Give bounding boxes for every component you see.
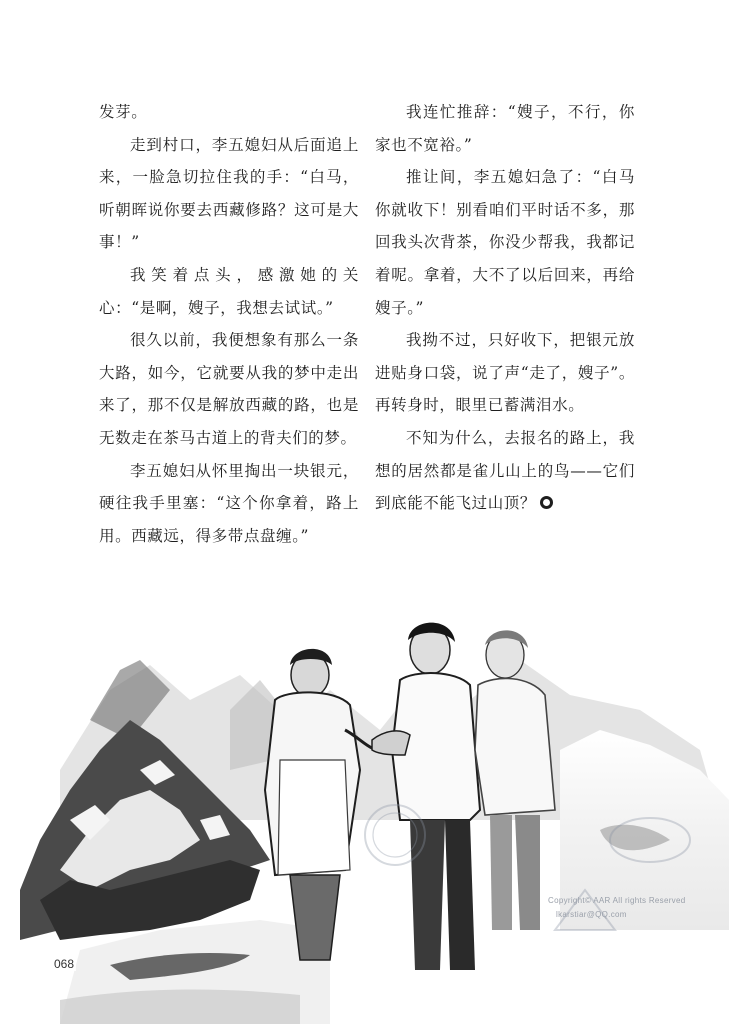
illustration-svg bbox=[0, 570, 729, 1024]
paragraph-text: 不知为什么，去报名的路上，我想的居然都是雀儿山上的鸟——它们到底能不能飞过山顶？ bbox=[375, 428, 635, 513]
paragraph: 很久以前，我便想象有那么一条大路，如今，它就要从我的梦中走出来了，那不仅是解放西藏的路，也是无数走在茶马古道上的背夫们的梦。 bbox=[99, 331, 359, 447]
paragraph: 我连忙推辞：“嫂子，不行，你家也不宽裕。” bbox=[375, 103, 635, 154]
paragraph bbox=[375, 422, 635, 520]
paragraph: 走到村口，李五媳妇从后面追上来，一脸急切拉住我的手：“白马，听朝晖说你要去西藏修路？这可是大事！” bbox=[99, 135, 359, 252]
paragraph: 我笑着点头，感激她的关心：“是啊，嫂子，我想去试试。” bbox=[99, 265, 359, 317]
right-text-column bbox=[375, 96, 635, 520]
ink-illustration bbox=[0, 570, 729, 1024]
paragraph: 李五媳妇从怀里掏出一块银元，硬往我手里塞：“这个你拿着，路上用。西藏远，得多带点盘缠。” bbox=[99, 461, 359, 545]
paragraph: 我拗不过，只好收下，把银元放进贴身口袋，说了声“走了，嫂子”。再转身时，眼里已蓄满泪水。 bbox=[375, 331, 635, 415]
watermark-copyright: Copyright© AAR All rights Reserved bbox=[548, 896, 686, 905]
watermark-contact: lkarstiar@QQ.com bbox=[556, 910, 627, 919]
page-number: 068 bbox=[54, 957, 75, 971]
paragraph: 推让间，李五媳妇急了：“白马你就收下！别看咱们平时话不多，那回我头次背茶，你没少帮我，我都记着呢。拿着，大不了以后回来，再给嫂子。” bbox=[375, 168, 635, 317]
left-text-column bbox=[99, 96, 359, 552]
end-mark-icon bbox=[540, 496, 553, 509]
paragraph: 发芽。 bbox=[99, 103, 148, 121]
